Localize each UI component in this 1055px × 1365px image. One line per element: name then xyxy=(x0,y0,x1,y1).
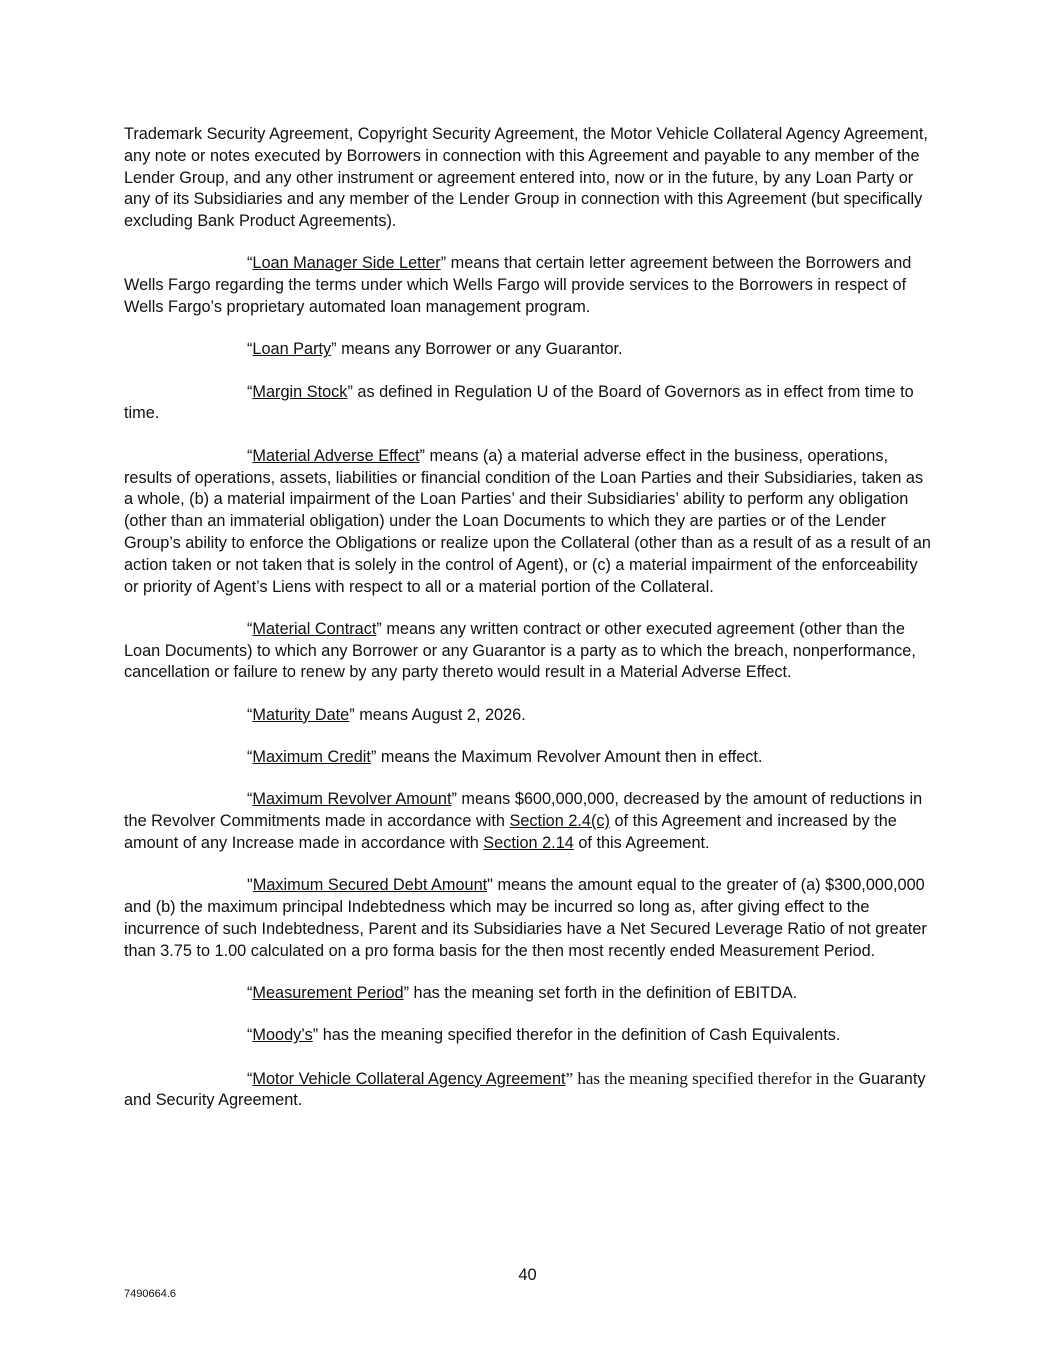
definition-text: ” means that certain letter agreement between the Borrowers and Wells Fargo regarding the terms under which Wells Fargo will provide services to the Borrowers in respect of Wells Fargo’s proprietary automated loan management program. xyxy=(124,254,912,317)
definition-text: ” has the meaning set forth in the definition of EBITDA. xyxy=(403,983,798,1002)
definition-material-contract: “Material Contract” means any written contract or other executed agreement (other than the Loan Documents) to which any Borrower or any Guarantor is a party as to which the breach, nonperformance, cancellation or failure to renew by any party thereto would result in a Material Adverse Effect. xyxy=(124,619,916,682)
definition-moodys: “Moody’s” has the meaning specified therefor in the definition of Cash Equivalents. xyxy=(247,1026,841,1045)
definition-material-adverse-effect: “Material Adverse Effect” means (a) a material adverse effect in the business, operations, results of operations, assets, liabilities or financial condition of the Loan Parties and their Subsidiaries, taken as a whole, (b) a material impairment of the Loan Parties’ and their Subsidiaries’ ability to perform any obligation (other than an immaterial obligation) under the Loan Documents to which they are parties or of the Lender Group’s ability to enforce the Obligations or realize upon the Collateral (other than as a result of as a result of an action taken or not taken that is solely in the control of Agent), or (c) a material impairment of the enforceability or priority of Agent’s Liens with respect to all or a material portion of the Collateral. xyxy=(124,446,931,596)
defined-term: Maximum Secured Debt Amount xyxy=(252,876,488,895)
document-body xyxy=(124,124,934,1133)
definition-text: ” means $600,000,000, decreased by the amount of reductions in the Revolver Commitments made in accordance with xyxy=(124,790,923,831)
definition-measurement-period: “Measurement Period” has the meaning set forth in the definition of EBITDA. xyxy=(247,983,798,1002)
intro-paragraph: Trademark Security Agreement, Copyright Security Agreement, the Motor Vehicle Collateral Agency Agreement, any note or notes executed by Borrowers in connection with this Agreement and payable to any member of the Lender Group, and any other instrument or agreement entered into, now or in the future, by any Loan Party or any of its Subsidiaries and any member of the Lender Group in connection with this Agreement (but specifically excluding Bank Product Agreements). xyxy=(124,125,928,231)
section-reference: Section 2.4(c) xyxy=(509,812,610,831)
definition-text: ” means the Maximum Revolver Amount then in effect. xyxy=(370,748,763,767)
definition-text: of this Agreement. xyxy=(573,833,710,852)
definition-text: of this Agreement and increased by the amount of any Increase made in accordance with xyxy=(124,812,897,852)
defined-term: Moody’s xyxy=(252,1026,313,1045)
defined-term: Maximum Revolver Amount xyxy=(252,790,452,809)
document-id: 7490664.6 xyxy=(124,1288,176,1300)
definition-text: ” means August 2, 2026. xyxy=(349,705,526,724)
definition-loan-manager-side-letter: “Loan Manager Side Letter” means that certain letter agreement between the Borrowers and Wells Fargo regarding the terms under which Wells Fargo will provide services to the Borrowers in respect of Wells Fargo’s proprietary automated loan management program. xyxy=(124,254,912,317)
definition-maximum-revolver-amount: “Maximum Revolver Amount” means $600,000,000, decreased by the amount of reductions in the Revolver Commitments made in accordance with Section 2.4(c) of this Agreement and increased by the amount of any Increase made in accordance with Section 2.14 of this Agreement. xyxy=(124,790,923,852)
definition-text: Guaranty and Security Agreement. xyxy=(124,1069,926,1110)
definition-maximum-credit: “Maximum Credit” means the Maximum Revolver Amount then in effect. xyxy=(247,748,763,767)
page-number: 40 xyxy=(518,1266,537,1284)
defined-term: Material Adverse Effect xyxy=(252,446,420,465)
defined-term: Margin Stock xyxy=(252,382,348,401)
definition-text: ” means (a) a material adverse effect in the business, operations, results of operations, assets, liabilities or financial condition of the Loan Parties and their Subsidiaries, taken as a whole, (b) a material impairment of the Loan Parties’ and their Subsidiaries’ ability to perform any obligation (other than an immaterial obligation) under the Loan Documents to which they are parties or of the Lender Group’s ability to enforce the Obligations or realize upon the Collateral (other than as a result of as a result of an action taken or not taken that is solely in the control of Agent), or (c) a material impairment of the enforceability or priority of Agent’s Liens with respect to all or a material portion of the Collateral. xyxy=(124,446,931,596)
definition-maturity-date: “Maturity Date” means August 2, 2026. xyxy=(247,705,526,724)
definition-motor-vehicle-collateral-agency-agreement: “Motor Vehicle Collateral Agency Agreement” has the meaning specified therefor in the Guaranty and Security Agreement. xyxy=(124,1068,926,1110)
section-reference: Section 2.14 xyxy=(483,833,574,852)
defined-term: Material Contract xyxy=(252,619,377,638)
definition-text: ” means any written contract or other executed agreement (other than the Loan Documents) to which any Borrower or any Guarantor is a party as to which the breach, nonperformance, cancellation or failure to renew by any party thereto would result in a Material Adverse Effect. xyxy=(124,619,916,682)
defined-term: Measurement Period xyxy=(252,983,404,1002)
definition-text: ” as defined in Regulation U of the Board of Governors as in effect from time to time. xyxy=(124,382,914,423)
definition-text: ” has the meaning specified therefor in the definition of Cash Equivalents. xyxy=(312,1026,841,1045)
definition-text: ” has the meaning specified therefor in the xyxy=(565,1068,854,1088)
definition-maximum-secured-debt-amount: "Maximum Secured Debt Amount" means the amount equal to the greater of (a) $300,000,000 and (b) the maximum principal Indebtedness which may be incurred so long as, after giving effect to the incurrence of such Indebtedness, Parent and its Subsidiaries have a Net Secured Leverage Ratio of not greater than 3.75 to 1.00 calculated on a pro forma basis for the then most recently ended Measurement Period. xyxy=(124,876,927,960)
definition-text: " means the amount equal to the greater of (a) $300,000,000 and (b) the maximum principal Indebtedness which may be incurred so long as, after giving effect to the incurrence of such Indebtedness, Parent and its Subsidiaries have a Net Secured Leverage Ratio of not greater than 3.75 to 1.00 calculated on a pro forma basis for the then most recently ended Measurement Period. xyxy=(124,876,927,960)
definition-text: ” means any Borrower or any Guarantor. xyxy=(331,340,623,359)
defined-term: Loan Party xyxy=(252,340,332,359)
defined-term: Motor Vehicle Collateral Agency Agreement xyxy=(252,1069,566,1088)
defined-term: Maturity Date xyxy=(252,705,350,724)
defined-term: Maximum Credit xyxy=(252,748,371,767)
definition-loan-party: “Loan Party” means any Borrower or any Guarantor. xyxy=(247,340,623,359)
definition-margin-stock: “Margin Stock” as defined in Regulation U of the Board of Governors as in effect from time to time. xyxy=(124,382,914,423)
defined-term: Loan Manager Side Letter xyxy=(252,254,441,273)
